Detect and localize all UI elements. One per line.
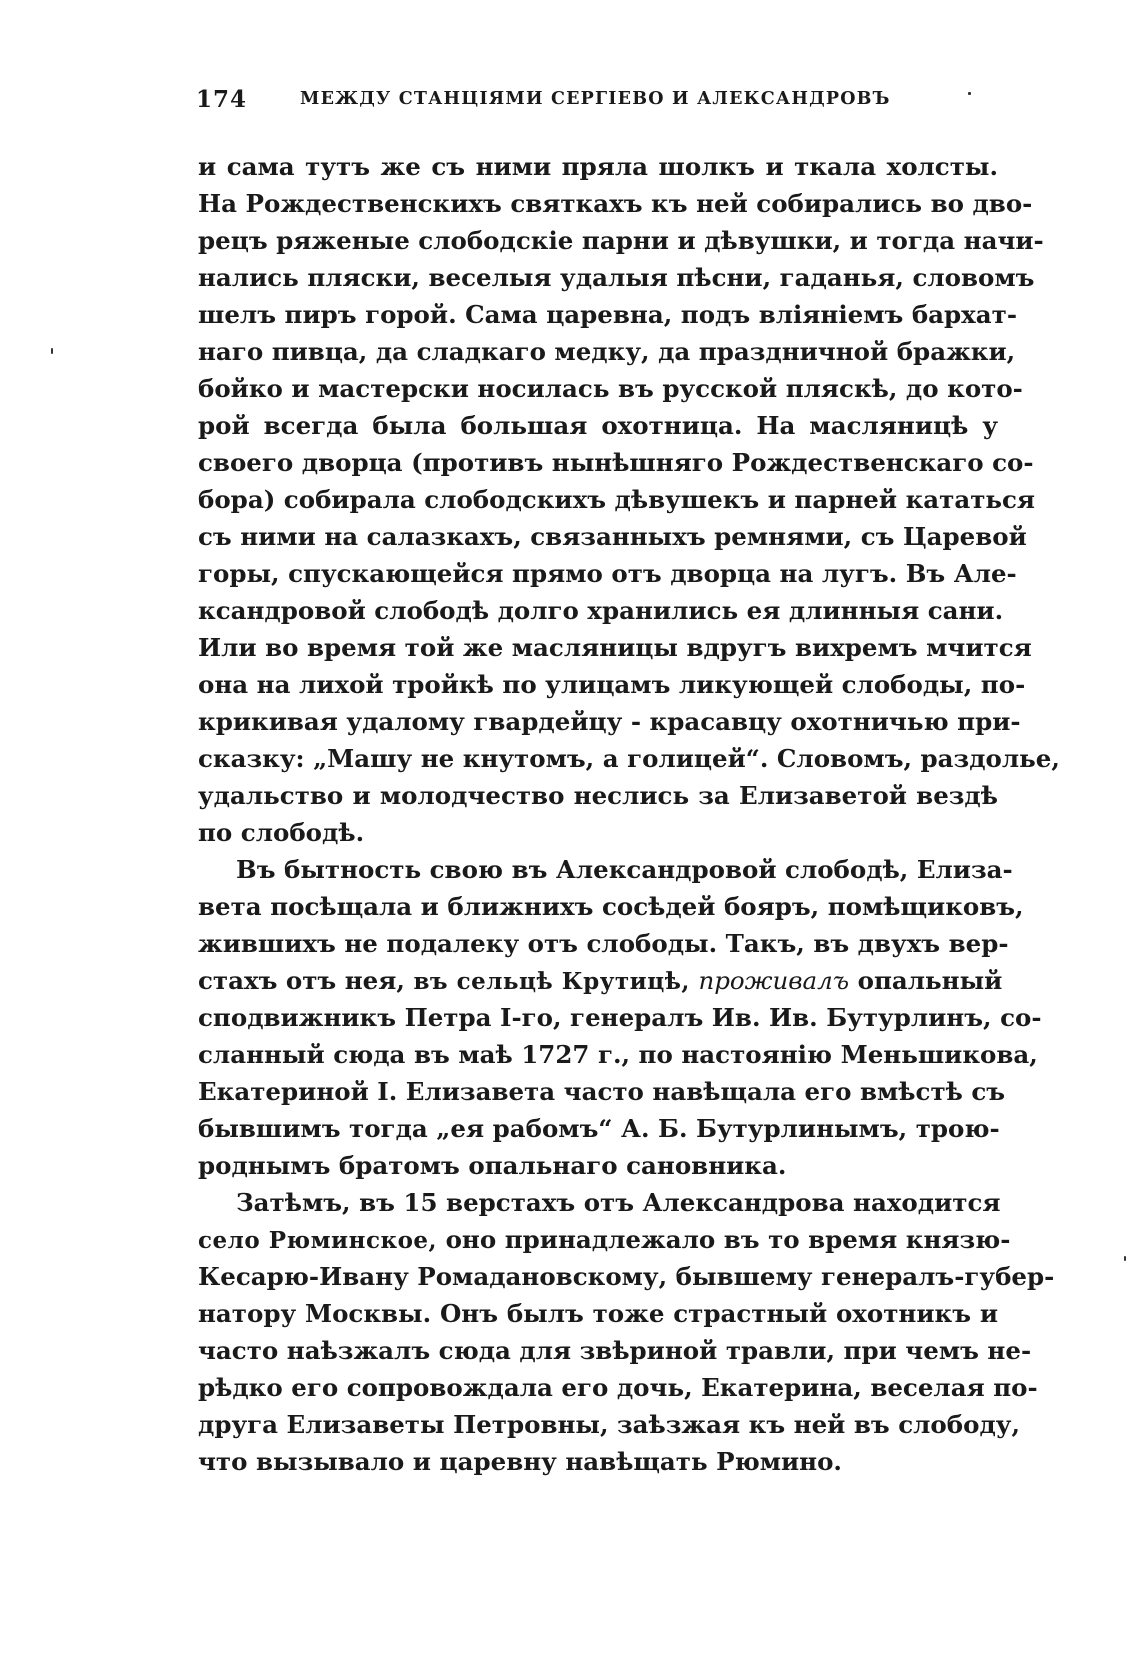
- paragraph-1: [198, 148, 1060, 851]
- text-line: [198, 962, 1003, 999]
- text-line: сланный сюда въ маѣ 1727 г., по настоянію Меньшикова,: [198, 1040, 1038, 1069]
- text-line: ксандровой слободѣ долго хранились ея длинныя сани.: [198, 596, 1004, 625]
- text-line: горы, спускающейся прямо отъ дворца на лугъ. Въ Але-: [198, 559, 1017, 588]
- body-text: [198, 148, 1060, 1480]
- running-title: МЕЖДУ СТАНЦІЯМИ СЕРГІЕВО И АЛЕКСАНДРОВЪ: [300, 89, 891, 109]
- text-fragment: опальный: [849, 966, 1003, 995]
- text-line: [198, 1221, 1011, 1258]
- text-line: шелъ пиръ горой. Сама царевна, подъ вліяніемъ бархат-: [198, 300, 1018, 329]
- text-line: Затѣмъ, въ 15 верстахъ отъ Александрова находится: [236, 1188, 1001, 1217]
- text-line: вета посѣщала и ближнихъ сосѣдей бояръ, помѣщиковъ,: [198, 892, 1024, 921]
- text-line: жившихъ не подалеку отъ слободы. Такъ, въ двухъ вер-: [198, 929, 1009, 958]
- text-line: часто наѣзжалъ сюда для звѣриной травли, при чемъ не-: [198, 1336, 1032, 1365]
- emphasis-prozhival: проживалъ: [698, 966, 850, 995]
- text-line: она на лихой тройкѣ по улицамъ ликующей слободы, по-: [198, 670, 1026, 699]
- text-line: и сама тутъ же съ ними пряла шолкъ и ткала холсты.: [198, 152, 998, 181]
- text-line: рой всегда была большая охотница. На масляницѣ у: [198, 411, 998, 440]
- running-head: [196, 86, 986, 122]
- text-line: рѣдко его сопровождала его дочь, Екатерина, веселая по-: [198, 1373, 1038, 1402]
- text-line: На Рождественскихъ святкахъ къ ней собирались во дво-: [198, 189, 1033, 218]
- text-line: сказку: „Машу не кнутомъ, а голицей“. Словомъ, раздолье,: [198, 744, 1060, 773]
- text-line: бора) собирала слободскихъ дѣвушекъ и парней кататься: [198, 485, 1036, 514]
- place-name-ryuminskoe: село Рюминское,: [198, 1227, 438, 1254]
- text-line: натору Москвы. Онъ былъ тоже страстный охотникъ и: [198, 1299, 998, 1328]
- scan-speck: [968, 92, 971, 95]
- text-line: съ ними на салазкахъ, связанныхъ ремнями, съ Царевой: [198, 522, 1027, 551]
- scan-speck: [1124, 1256, 1126, 1261]
- text-line: сподвижникъ Петра I-го, генералъ Ив. Ив. Бутурлинъ, со-: [198, 1003, 1042, 1032]
- text-line: что вызывало и царевну навѣщать Рюмино.: [198, 1447, 842, 1476]
- text-line: наго пивца, да сладкаго медку, да праздничной бражки,: [198, 337, 1016, 366]
- text-line: бывшимъ тогда „ея рабомъ“ А. Б. Бутурлинымъ, трою-: [198, 1114, 1000, 1143]
- paragraph-2: [198, 851, 1042, 1184]
- text-line: своего дворца (противъ нынѣшняго Рождественскаго со-: [198, 448, 1034, 477]
- paragraph-3: [198, 1184, 1055, 1480]
- place-name-krutitsy: въ сельцѣ Крутицѣ,: [413, 968, 690, 995]
- text-line: по слободѣ.: [198, 818, 365, 847]
- text-line: роднымъ братомъ опальнаго сановника.: [198, 1151, 787, 1180]
- text-line: Или во время той же масляницы вдругъ вихремъ мчится: [198, 633, 1032, 662]
- text-line: нались пляски, веселыя удалыя пѣсни, гаданья, словомъ: [198, 263, 1035, 292]
- text-fragment: оно принадлежало въ то время князю-: [437, 1225, 1011, 1254]
- text-line: Кесарю-Ивану Ромадановскому, бывшему генералъ-губер-: [198, 1262, 1055, 1291]
- text-line: крикивая удалому гвардейцу - красавцу охотничью при-: [198, 707, 1021, 736]
- text-fragment: стахъ отъ нея,: [198, 966, 414, 995]
- text-line: удальство и молодчество неслись за Елизаветой вездѣ: [198, 781, 998, 810]
- text-line: Въ бытность свою въ Александровой слободѣ, Елиза-: [236, 855, 1013, 884]
- text-line: рецъ ряженые слободскіе парни и дѣвушки, и тогда начи-: [198, 226, 1044, 255]
- text-line: бойко и мастерски носилась въ русской пляскѣ, до кото-: [198, 374, 1023, 403]
- scan-speck: [51, 348, 53, 354]
- text-line: друга Елизаветы Петровны, заѣзжая къ ней въ слободу,: [198, 1410, 1020, 1439]
- text-line: Екатериной I. Елизавета часто навѣщала его вмѣстѣ съ: [198, 1077, 1006, 1106]
- page-number: 174: [196, 86, 248, 113]
